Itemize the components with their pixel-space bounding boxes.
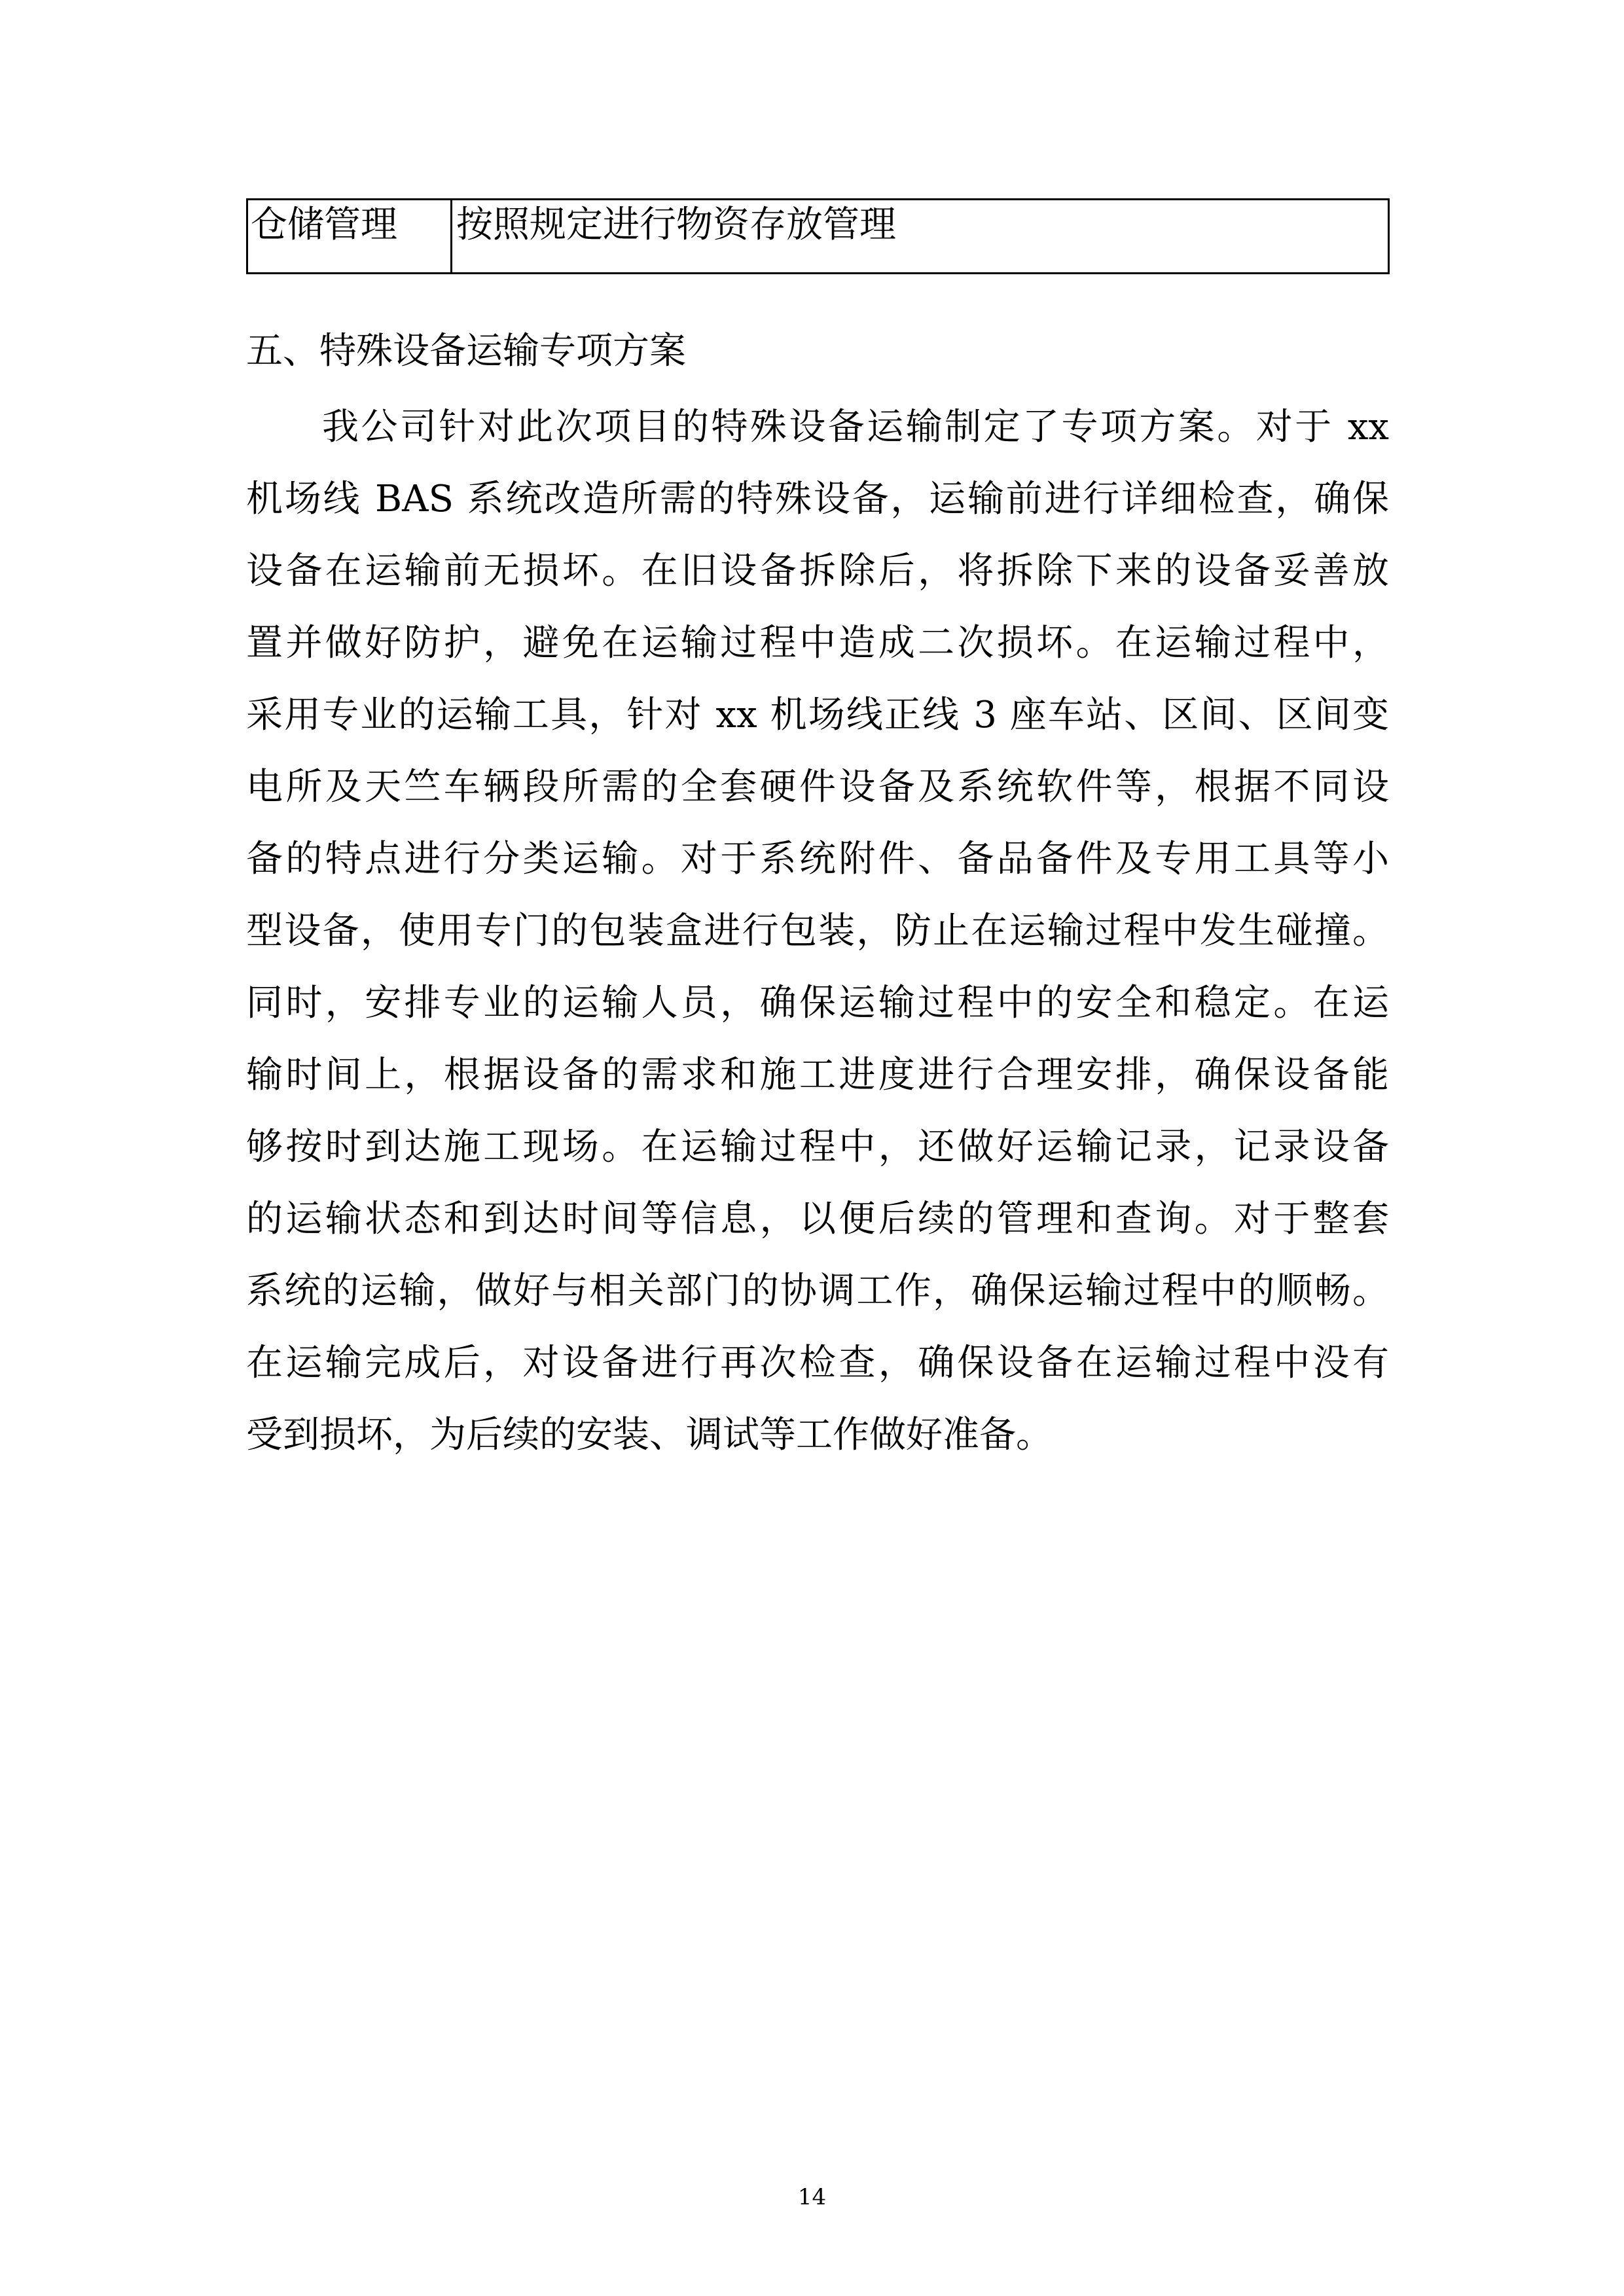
paragraph-line: 的运输状态和到达时间等信息，以便后续的管理和查询。对于整套	[246, 1198, 1389, 1240]
paragraph-line: 我公司针对此次项目的特殊设备运输制定了专项方案。对于 xx	[322, 406, 1389, 448]
paragraph-line: 电所及天竺车辆段所需的全套硬件设备及系统软件等，根据不同设	[246, 766, 1389, 808]
table-cell-value: 按照规定进行物资存放管理	[456, 204, 896, 246]
paragraph-line: 设备在运输前无损坏。在旧设备拆除后，将拆除下来的设备妥善放	[246, 550, 1389, 592]
section-body	[246, 391, 1389, 1471]
paragraph-line: 置并做好防护，避免在运输过程中造成二次损坏。在运输过程中，	[246, 622, 1389, 664]
paragraph-line: 够按时到达施工现场。在运输过程中，还做好运输记录，记录设备	[246, 1126, 1389, 1168]
storage-table-row	[246, 198, 1390, 274]
paragraph-line: 受到损坏，为后续的安装、调试等工作做好准备。	[246, 1414, 1053, 1456]
page-number: 14	[797, 2184, 827, 2210]
paragraph-line: 备的特点进行分类运输。对于系统附件、备品备件及专用工具等小	[246, 838, 1389, 880]
table-cell-label: 仓储管理	[248, 200, 452, 272]
paragraph-line: 机场线 BAS 系统改造所需的特殊设备，运输前进行详细检查，确保	[246, 478, 1389, 520]
section-heading: 五、特殊设备运输专项方案	[246, 330, 686, 372]
paragraph-line: 系统的运输，做好与相关部门的协调工作，确保运输过程中的顺畅。	[246, 1270, 1389, 1312]
paragraph-line: 输时间上，根据设备的需求和施工进度进行合理安排，确保设备能	[246, 1054, 1389, 1096]
paragraph-line: 型设备，使用专门的包装盒进行包装，防止在运输过程中发生碰撞。	[246, 910, 1389, 952]
paragraph-line: 同时，安排专业的运输人员，确保运输过程中的安全和稳定。在运	[246, 982, 1389, 1024]
paragraph-line: 在运输完成后，对设备进行再次检查，确保设备在运输过程中没有	[246, 1342, 1389, 1384]
paragraph-line: 采用专业的运输工具，针对 xx 机场线正线 3 座车站、区间、区间变	[246, 694, 1389, 736]
